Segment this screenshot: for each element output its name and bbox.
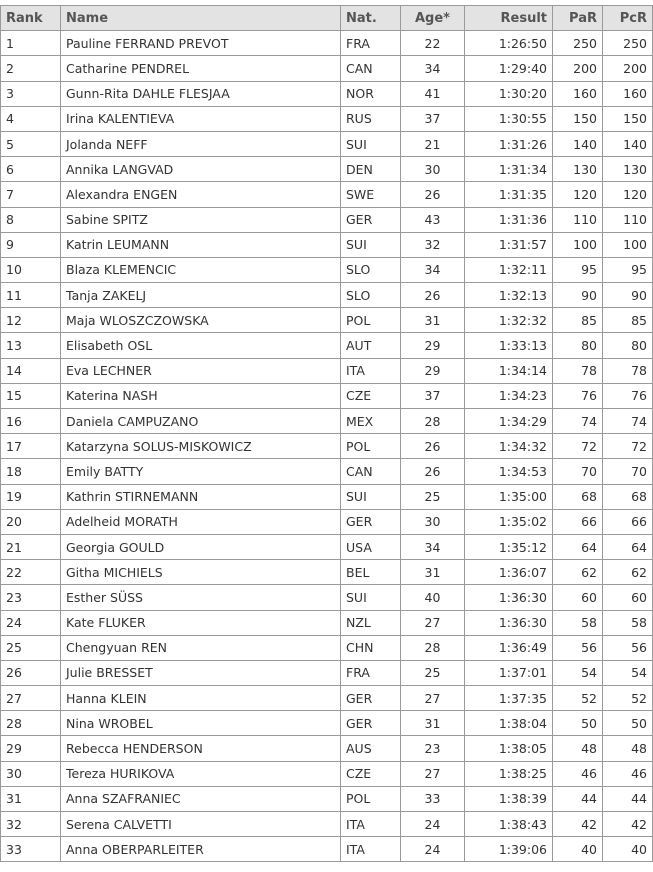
- results-table-body: [1, 31, 653, 862]
- athlete-name-cell: Annika LANGVAD: [61, 157, 341, 182]
- rank-cell: 22: [1, 560, 61, 585]
- athlete-name-cell: Tereza HURIKOVA: [61, 761, 341, 786]
- par-points-cell: 48: [553, 736, 603, 761]
- table-row: [1, 56, 653, 81]
- result-time-cell: 1:31:34: [465, 157, 553, 182]
- table-row: [1, 283, 653, 308]
- rank-cell: 26: [1, 660, 61, 685]
- result-time-cell: 1:37:01: [465, 660, 553, 685]
- nationality-cell: ITA: [341, 812, 401, 837]
- age-cell: 29: [401, 358, 465, 383]
- rank-cell: 24: [1, 610, 61, 635]
- par-points-cell: 95: [553, 257, 603, 282]
- result-time-cell: 1:38:43: [465, 812, 553, 837]
- rank-cell: 25: [1, 635, 61, 660]
- pcr-points-cell: 250: [603, 31, 653, 56]
- rank-cell: 2: [1, 56, 61, 81]
- table-row: [1, 106, 653, 131]
- nationality-cell: GER: [341, 509, 401, 534]
- table-row: [1, 610, 653, 635]
- result-time-cell: 1:38:04: [465, 711, 553, 736]
- rank-cell: 8: [1, 207, 61, 232]
- nationality-cell: SLO: [341, 257, 401, 282]
- age-cell: 24: [401, 812, 465, 837]
- age-cell: 27: [401, 761, 465, 786]
- pcr-points-cell: 60: [603, 585, 653, 610]
- age-cell: 27: [401, 686, 465, 711]
- column-header-par[interactable]: PaR: [553, 6, 603, 31]
- athlete-name-cell: Blaza KLEMENCIC: [61, 257, 341, 282]
- rank-cell: 31: [1, 786, 61, 811]
- table-row: [1, 812, 653, 837]
- athlete-name-cell: Anna OBERPARLEITER: [61, 837, 341, 862]
- nationality-cell: FRA: [341, 31, 401, 56]
- table-row: [1, 232, 653, 257]
- table-row: [1, 786, 653, 811]
- pcr-points-cell: 80: [603, 333, 653, 358]
- table-row: [1, 837, 653, 862]
- table-row: [1, 434, 653, 459]
- table-row: [1, 182, 653, 207]
- par-points-cell: 68: [553, 484, 603, 509]
- nationality-cell: CAN: [341, 56, 401, 81]
- pcr-points-cell: 95: [603, 257, 653, 282]
- rank-cell: 32: [1, 812, 61, 837]
- result-time-cell: 1:34:23: [465, 383, 553, 408]
- rank-cell: 30: [1, 761, 61, 786]
- rank-cell: 18: [1, 459, 61, 484]
- nationality-cell: CZE: [341, 383, 401, 408]
- table-row: [1, 81, 653, 106]
- age-cell: 26: [401, 459, 465, 484]
- pcr-points-cell: 200: [603, 56, 653, 81]
- nationality-cell: GER: [341, 207, 401, 232]
- pcr-points-cell: 72: [603, 434, 653, 459]
- rank-cell: 6: [1, 157, 61, 182]
- athlete-name-cell: Emily BATTY: [61, 459, 341, 484]
- par-points-cell: 42: [553, 812, 603, 837]
- table-row: [1, 711, 653, 736]
- results-table-header: [1, 6, 653, 31]
- result-time-cell: 1:32:11: [465, 257, 553, 282]
- nationality-cell: SUI: [341, 131, 401, 156]
- column-header-rank[interactable]: Rank: [1, 6, 61, 31]
- pcr-points-cell: 90: [603, 283, 653, 308]
- pcr-points-cell: 78: [603, 358, 653, 383]
- athlete-name-cell: Kathrin STIRNEMANN: [61, 484, 341, 509]
- age-cell: 23: [401, 736, 465, 761]
- par-points-cell: 60: [553, 585, 603, 610]
- par-points-cell: 64: [553, 534, 603, 559]
- age-cell: 26: [401, 283, 465, 308]
- pcr-points-cell: 130: [603, 157, 653, 182]
- par-points-cell: 90: [553, 283, 603, 308]
- nationality-cell: ITA: [341, 358, 401, 383]
- age-cell: 33: [401, 786, 465, 811]
- nationality-cell: GER: [341, 711, 401, 736]
- pcr-points-cell: 44: [603, 786, 653, 811]
- result-time-cell: 1:33:13: [465, 333, 553, 358]
- athlete-name-cell: Rebecca HENDERSON: [61, 736, 341, 761]
- pcr-points-cell: 76: [603, 383, 653, 408]
- table-row: [1, 509, 653, 534]
- athlete-name-cell: Catharine PENDREL: [61, 56, 341, 81]
- par-points-cell: 72: [553, 434, 603, 459]
- rank-cell: 23: [1, 585, 61, 610]
- par-points-cell: 44: [553, 786, 603, 811]
- athlete-name-cell: Katarzyna SOLUS-MISKOWICZ: [61, 434, 341, 459]
- result-time-cell: 1:31:35: [465, 182, 553, 207]
- par-points-cell: 54: [553, 660, 603, 685]
- table-row: [1, 459, 653, 484]
- age-cell: 22: [401, 31, 465, 56]
- age-cell: 25: [401, 484, 465, 509]
- athlete-name-cell: Gunn-Rita DAHLE FLESJAA: [61, 81, 341, 106]
- nationality-cell: POL: [341, 308, 401, 333]
- nationality-cell: USA: [341, 534, 401, 559]
- age-cell: 31: [401, 308, 465, 333]
- age-cell: 29: [401, 333, 465, 358]
- results-table: [0, 5, 653, 862]
- athlete-name-cell: Katerina NASH: [61, 383, 341, 408]
- pcr-points-cell: 56: [603, 635, 653, 660]
- result-time-cell: 1:34:53: [465, 459, 553, 484]
- nationality-cell: SUI: [341, 484, 401, 509]
- par-points-cell: 76: [553, 383, 603, 408]
- age-cell: 30: [401, 157, 465, 182]
- result-time-cell: 1:38:25: [465, 761, 553, 786]
- table-row: [1, 761, 653, 786]
- column-header-age[interactable]: Age*: [401, 6, 465, 31]
- rank-cell: 33: [1, 837, 61, 862]
- column-header-nat[interactable]: Nat.: [341, 6, 401, 31]
- nationality-cell: FRA: [341, 660, 401, 685]
- par-points-cell: 66: [553, 509, 603, 534]
- pcr-points-cell: 52: [603, 686, 653, 711]
- table-row: [1, 736, 653, 761]
- table-row: [1, 484, 653, 509]
- athlete-name-cell: Anna SZAFRANIEC: [61, 786, 341, 811]
- age-cell: 28: [401, 635, 465, 660]
- par-points-cell: 80: [553, 333, 603, 358]
- pcr-points-cell: 100: [603, 232, 653, 257]
- par-points-cell: 58: [553, 610, 603, 635]
- age-cell: 37: [401, 383, 465, 408]
- par-points-cell: 160: [553, 81, 603, 106]
- age-cell: 21: [401, 131, 465, 156]
- age-cell: 37: [401, 106, 465, 131]
- table-row: [1, 409, 653, 434]
- par-points-cell: 120: [553, 182, 603, 207]
- athlete-name-cell: Kate FLUKER: [61, 610, 341, 635]
- athlete-name-cell: Maja WLOSZCZOWSKA: [61, 308, 341, 333]
- athlete-name-cell: Nina WROBEL: [61, 711, 341, 736]
- age-cell: 30: [401, 509, 465, 534]
- result-time-cell: 1:32:13: [465, 283, 553, 308]
- rank-cell: 13: [1, 333, 61, 358]
- athlete-name-cell: Tanja ZAKELJ: [61, 283, 341, 308]
- rank-cell: 4: [1, 106, 61, 131]
- rank-cell: 28: [1, 711, 61, 736]
- result-time-cell: 1:36:49: [465, 635, 553, 660]
- rank-cell: 15: [1, 383, 61, 408]
- rank-cell: 1: [1, 31, 61, 56]
- rank-cell: 10: [1, 257, 61, 282]
- nationality-cell: AUS: [341, 736, 401, 761]
- result-time-cell: 1:30:20: [465, 81, 553, 106]
- nationality-cell: SUI: [341, 585, 401, 610]
- par-points-cell: 46: [553, 761, 603, 786]
- age-cell: 25: [401, 660, 465, 685]
- table-row: [1, 333, 653, 358]
- rank-cell: 17: [1, 434, 61, 459]
- nationality-cell: NOR: [341, 81, 401, 106]
- par-points-cell: 110: [553, 207, 603, 232]
- age-cell: 28: [401, 409, 465, 434]
- age-cell: 34: [401, 56, 465, 81]
- nationality-cell: ITA: [341, 837, 401, 862]
- table-row: [1, 358, 653, 383]
- column-header-result[interactable]: Result: [465, 6, 553, 31]
- athlete-name-cell: Eva LECHNER: [61, 358, 341, 383]
- par-points-cell: 200: [553, 56, 603, 81]
- result-time-cell: 1:26:50: [465, 31, 553, 56]
- pcr-points-cell: 66: [603, 509, 653, 534]
- pcr-points-cell: 70: [603, 459, 653, 484]
- result-time-cell: 1:30:55: [465, 106, 553, 131]
- athlete-name-cell: Adelheid MORATH: [61, 509, 341, 534]
- athlete-name-cell: Georgia GOULD: [61, 534, 341, 559]
- table-row: [1, 383, 653, 408]
- pcr-points-cell: 42: [603, 812, 653, 837]
- result-time-cell: 1:31:57: [465, 232, 553, 257]
- result-time-cell: 1:31:26: [465, 131, 553, 156]
- result-time-cell: 1:34:14: [465, 358, 553, 383]
- nationality-cell: SLO: [341, 283, 401, 308]
- age-cell: 34: [401, 534, 465, 559]
- rank-cell: 9: [1, 232, 61, 257]
- age-cell: 26: [401, 434, 465, 459]
- result-time-cell: 1:38:39: [465, 786, 553, 811]
- nationality-cell: NZL: [341, 610, 401, 635]
- pcr-points-cell: 74: [603, 409, 653, 434]
- athlete-name-cell: Irina KALENTIEVA: [61, 106, 341, 131]
- athlete-name-cell: Hanna KLEIN: [61, 686, 341, 711]
- athlete-name-cell: Elisabeth OSL: [61, 333, 341, 358]
- par-points-cell: 130: [553, 157, 603, 182]
- column-header-name[interactable]: Name: [61, 6, 341, 31]
- pcr-points-cell: 85: [603, 308, 653, 333]
- rank-cell: 12: [1, 308, 61, 333]
- age-cell: 41: [401, 81, 465, 106]
- age-cell: 31: [401, 560, 465, 585]
- athlete-name-cell: Githa MICHIELS: [61, 560, 341, 585]
- athlete-name-cell: Esther SÜSS: [61, 585, 341, 610]
- rank-cell: 29: [1, 736, 61, 761]
- pcr-points-cell: 160: [603, 81, 653, 106]
- age-cell: 26: [401, 182, 465, 207]
- nationality-cell: MEX: [341, 409, 401, 434]
- nationality-cell: SWE: [341, 182, 401, 207]
- par-points-cell: 52: [553, 686, 603, 711]
- result-time-cell: 1:32:32: [465, 308, 553, 333]
- result-time-cell: 1:35:12: [465, 534, 553, 559]
- result-time-cell: 1:35:02: [465, 509, 553, 534]
- athlete-name-cell: Pauline FERRAND PREVOT: [61, 31, 341, 56]
- result-time-cell: 1:34:32: [465, 434, 553, 459]
- athlete-name-cell: Sabine SPITZ: [61, 207, 341, 232]
- rank-cell: 27: [1, 686, 61, 711]
- pcr-points-cell: 62: [603, 560, 653, 585]
- table-row: [1, 534, 653, 559]
- result-time-cell: 1:37:35: [465, 686, 553, 711]
- table-row: [1, 660, 653, 685]
- nationality-cell: CHN: [341, 635, 401, 660]
- athlete-name-cell: Julie BRESSET: [61, 660, 341, 685]
- table-row: [1, 207, 653, 232]
- rank-cell: 21: [1, 534, 61, 559]
- pcr-points-cell: 110: [603, 207, 653, 232]
- table-row: [1, 686, 653, 711]
- nationality-cell: RUS: [341, 106, 401, 131]
- par-points-cell: 150: [553, 106, 603, 131]
- pcr-points-cell: 120: [603, 182, 653, 207]
- pcr-points-cell: 46: [603, 761, 653, 786]
- nationality-cell: AUT: [341, 333, 401, 358]
- par-points-cell: 56: [553, 635, 603, 660]
- nationality-cell: DEN: [341, 157, 401, 182]
- par-points-cell: 100: [553, 232, 603, 257]
- result-time-cell: 1:38:05: [465, 736, 553, 761]
- rank-cell: 16: [1, 409, 61, 434]
- age-cell: 43: [401, 207, 465, 232]
- result-time-cell: 1:34:29: [465, 409, 553, 434]
- age-cell: 31: [401, 711, 465, 736]
- par-points-cell: 250: [553, 31, 603, 56]
- rank-cell: 11: [1, 283, 61, 308]
- table-row: [1, 257, 653, 282]
- nationality-cell: POL: [341, 434, 401, 459]
- par-points-cell: 78: [553, 358, 603, 383]
- par-points-cell: 40: [553, 837, 603, 862]
- rank-cell: 19: [1, 484, 61, 509]
- nationality-cell: SUI: [341, 232, 401, 257]
- rank-cell: 14: [1, 358, 61, 383]
- result-time-cell: 1:29:40: [465, 56, 553, 81]
- athlete-name-cell: Alexandra ENGEN: [61, 182, 341, 207]
- nationality-cell: BEL: [341, 560, 401, 585]
- table-row: [1, 560, 653, 585]
- pcr-points-cell: 50: [603, 711, 653, 736]
- par-points-cell: 85: [553, 308, 603, 333]
- athlete-name-cell: Jolanda NEFF: [61, 131, 341, 156]
- table-row: [1, 131, 653, 156]
- par-points-cell: 70: [553, 459, 603, 484]
- par-points-cell: 74: [553, 409, 603, 434]
- age-cell: 24: [401, 837, 465, 862]
- age-cell: 40: [401, 585, 465, 610]
- pcr-points-cell: 54: [603, 660, 653, 685]
- par-points-cell: 62: [553, 560, 603, 585]
- table-row: [1, 31, 653, 56]
- table-row: [1, 308, 653, 333]
- athlete-name-cell: Serena CALVETTI: [61, 812, 341, 837]
- athlete-name-cell: Daniela CAMPUZANO: [61, 409, 341, 434]
- nationality-cell: CZE: [341, 761, 401, 786]
- nationality-cell: GER: [341, 686, 401, 711]
- par-points-cell: 140: [553, 131, 603, 156]
- column-header-pcr[interactable]: PcR: [603, 6, 653, 31]
- par-points-cell: 50: [553, 711, 603, 736]
- table-row: [1, 157, 653, 182]
- rank-cell: 20: [1, 509, 61, 534]
- rank-cell: 7: [1, 182, 61, 207]
- result-time-cell: 1:31:36: [465, 207, 553, 232]
- header-row: [1, 6, 653, 31]
- age-cell: 34: [401, 257, 465, 282]
- pcr-points-cell: 140: [603, 131, 653, 156]
- table-row: [1, 585, 653, 610]
- result-time-cell: 1:35:00: [465, 484, 553, 509]
- pcr-points-cell: 64: [603, 534, 653, 559]
- result-time-cell: 1:36:30: [465, 585, 553, 610]
- pcr-points-cell: 150: [603, 106, 653, 131]
- pcr-points-cell: 58: [603, 610, 653, 635]
- rank-cell: 3: [1, 81, 61, 106]
- athlete-name-cell: Katrin LEUMANN: [61, 232, 341, 257]
- age-cell: 32: [401, 232, 465, 257]
- pcr-points-cell: 68: [603, 484, 653, 509]
- result-time-cell: 1:36:07: [465, 560, 553, 585]
- table-row: [1, 635, 653, 660]
- nationality-cell: POL: [341, 786, 401, 811]
- result-time-cell: 1:39:06: [465, 837, 553, 862]
- age-cell: 27: [401, 610, 465, 635]
- nationality-cell: CAN: [341, 459, 401, 484]
- pcr-points-cell: 48: [603, 736, 653, 761]
- result-time-cell: 1:36:30: [465, 610, 553, 635]
- athlete-name-cell: Chengyuan REN: [61, 635, 341, 660]
- pcr-points-cell: 40: [603, 837, 653, 862]
- rank-cell: 5: [1, 131, 61, 156]
